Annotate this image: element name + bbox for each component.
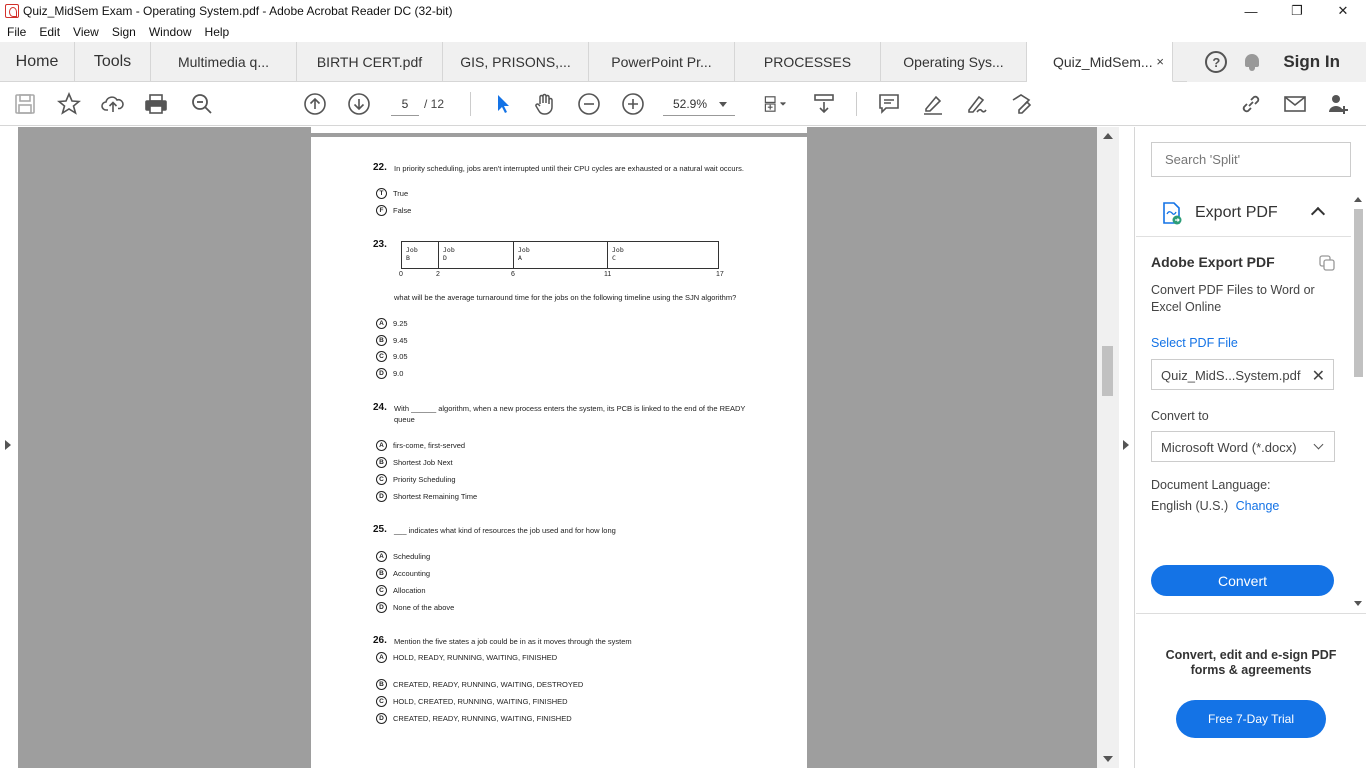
tab-doc-birth-cert[interactable]: BIRTH CERT.pdf [297,42,443,82]
option-key: C [376,351,387,362]
tab-bar [0,42,1366,82]
select-cursor-icon[interactable] [488,90,516,118]
tools-pane [1136,127,1366,768]
tab-label: Quiz_MidSem... [1053,53,1153,70]
gantt-job-b: Job B [402,242,439,268]
format-value: Microsoft Word (*.docx) [1161,440,1297,455]
option-text: Shortest Remaining Time [393,491,478,501]
tab-home[interactable]: Home [0,42,75,82]
answer-option [376,473,456,485]
question-text: Mention the five states a job could be in as it moves through the system [394,637,632,646]
tab-doc-processes[interactable]: PROCESSES [735,42,881,82]
option-key: B [376,679,387,690]
comment-icon[interactable] [875,90,903,118]
expand-left-icon [5,440,11,450]
option-key: D [376,491,387,502]
gantt-tick: 2 [436,271,440,278]
option-text: True [393,188,409,198]
divider [1136,613,1366,614]
zoom-level-select[interactable] [663,92,735,116]
toolbar-divider [470,92,471,116]
question-text: In priority scheduling, jobs aren't interrupted until their CPU cycles are exhausted or a natural wait occurs. [394,164,744,173]
answer-option [376,678,583,690]
document-language-value: English (U.S.) [1151,499,1229,513]
scroll-down-icon[interactable] [1103,756,1113,762]
option-key: A [376,551,387,562]
answer-option [376,334,408,346]
gantt-tick: 6 [511,271,515,278]
pdf-page [311,137,807,777]
tab-doc-powerpoint[interactable]: PowerPoint Pr... [589,42,735,82]
zoom-value: 52.9% [673,97,708,111]
zoom-out-icon[interactable] [575,90,603,118]
gantt-job-a: Job A [514,242,608,268]
option-text: 9.25 [393,318,408,328]
document-language-row [1151,499,1279,513]
question-number: 26. [373,635,387,646]
page-number-input[interactable]: 5 [391,92,419,116]
highlight-icon[interactable] [919,90,947,118]
adobe-export-title: Adobe Export PDF [1151,254,1275,270]
tab-doc-operating-sys[interactable]: Operating Sys... [881,42,1027,82]
minimize-button[interactable]: — [1244,3,1258,19]
fit-page-icon[interactable] [758,90,792,118]
document-view[interactable] [0,127,1120,768]
scrollbar-thumb[interactable] [1354,209,1363,377]
convert-to-label: Convert to [1151,409,1209,423]
gantt-tick: 0 [399,271,403,278]
option-text: 9.05 [393,351,408,361]
question-number: 25. [373,524,387,535]
hand-icon[interactable] [531,90,559,118]
answer-option [376,550,430,562]
scroll-down-icon[interactable] [1354,601,1362,606]
gantt-chart [401,241,719,269]
option-key: B [376,568,387,579]
export-pdf-label: Export PDF [1195,204,1278,221]
option-key: A [376,652,387,663]
answer-option [376,456,453,468]
option-text: HOLD, CREATED, RUNNING, WAITING, FINISHED [393,696,568,706]
option-key: C [376,474,387,485]
document-scrollbar[interactable] [1097,127,1119,768]
notification-bell-icon[interactable] [1243,52,1261,72]
option-text: Allocation [393,585,426,595]
gantt-job-d: Job D [439,242,514,268]
menu-file[interactable]: File [7,25,27,39]
tools-pane-scrollbar[interactable] [1351,193,1366,613]
option-text: firs-come, first-served [393,440,466,450]
menu-edit[interactable]: Edit [39,25,61,39]
answer-option [376,601,454,613]
chevron-down-icon [1314,440,1324,450]
question-number: 23. [373,239,387,250]
option-key: A [376,318,387,329]
edit-icon[interactable] [1007,90,1035,118]
menu-help[interactable]: Help [204,25,230,39]
tab-doc-gis-prisons[interactable]: GIS, PRISONS,... [443,42,589,82]
answer-option [376,695,568,707]
chevron-down-icon [719,102,727,107]
option-key: D [376,602,387,613]
document-language-label: Document Language: [1151,478,1271,492]
option-text: Scheduling [393,551,431,561]
menu-sign[interactable]: Sign [111,25,136,39]
email-icon[interactable] [1281,90,1309,118]
option-text: CREATED, READY, RUNNING, WAITING, DESTROYED [393,679,584,689]
promo-text: Convert, edit and e-sign PDF forms & agreements [1165,648,1337,677]
page-total-label: / 12 [424,97,445,111]
answer-option [376,567,430,579]
option-key: B [376,457,387,468]
left-pane-toggle[interactable] [0,127,18,768]
window-title: Quiz_MidSem Exam - Operating System.pdf - Adobe Acrobat Reader DC (32-bit) [23,4,453,18]
menu-bar [0,22,1366,42]
answer-option [376,584,426,596]
menu-view[interactable]: View [73,25,99,39]
chevron-up-icon[interactable] [1311,207,1325,221]
save-icon[interactable] [11,90,39,118]
bookmark-star-icon[interactable] [55,90,83,118]
answer-option [376,712,572,724]
option-key: C [376,585,387,596]
remove-file-icon[interactable]: ✕ [1311,368,1325,385]
question-text: ___ indicates what kind of resources the job used and for how long [394,526,616,535]
copy-info-icon[interactable] [1319,255,1335,271]
export-pdf-icon [1162,201,1182,225]
option-text: Priority Scheduling [393,474,456,484]
select-pdf-file-link[interactable]: Select PDF File [1151,336,1238,350]
title-bar [0,0,1366,22]
scrollbar-thumb[interactable] [1102,346,1113,396]
convert-button[interactable]: Convert [1151,565,1334,596]
option-key: D [376,368,387,379]
question-text: With ______ algorithm, when a new process enters the system, its PCB is linked to the end of the READY queue [394,404,746,424]
option-key: T [376,188,387,199]
option-text: None of the above [393,602,455,612]
answer-option [376,367,403,379]
close-window-button[interactable]: ✕ [1337,3,1349,18]
option-text: False [393,205,412,215]
option-text: 9.45 [393,335,408,345]
option-key: F [376,205,387,216]
help-icon[interactable]: ? [1205,51,1227,73]
share-link-icon[interactable] [1237,90,1265,118]
free-trial-button[interactable]: Free 7-Day Trial [1176,700,1326,738]
gantt-tick: 17 [716,271,724,278]
sign-in-button[interactable]: Sign In [1283,52,1340,71]
toolbar [0,82,1366,126]
add-user-icon[interactable] [1324,90,1352,118]
adobe-export-description: Convert PDF Files to Word or Excel Online [1151,283,1315,314]
tools-search-input[interactable]: Search 'Split' [1151,142,1351,177]
right-pane-toggle[interactable] [1119,127,1135,768]
toolbar-divider [856,92,857,116]
print-icon[interactable] [142,90,170,118]
page-down-icon[interactable] [345,90,373,118]
zoom-in-icon[interactable] [619,90,647,118]
answer-option [376,317,408,329]
question-number: 24. [373,402,387,413]
option-text: HOLD, READY, RUNNING, WAITING, FINISHED [393,652,558,662]
answer-option [376,187,408,199]
option-key: A [376,440,387,451]
tab-doc-multimedia[interactable]: Multimedia q... [151,42,297,82]
answer-option [376,439,465,451]
close-tab-icon[interactable]: × [1156,54,1164,69]
format-select[interactable] [1151,431,1335,462]
find-zoom-icon[interactable] [188,90,216,118]
option-text: Accounting [393,568,431,578]
window-controls [1228,0,1366,22]
option-key: D [376,713,387,724]
selected-file-field[interactable] [1151,359,1334,390]
option-key: C [376,696,387,707]
gantt-tick: 11 [604,271,612,278]
previous-page-edge [311,127,807,133]
tab-tools[interactable]: Tools [75,42,151,82]
question-text: what will be the average turnaround time for the jobs on the following timeline using the SJN algorithm? [394,293,737,302]
change-language-link[interactable]: Change [1235,499,1280,513]
page-up-icon[interactable] [301,90,329,118]
menu-window[interactable]: Window [148,25,192,39]
acrobat-app-icon [5,4,19,18]
answer-option [376,204,411,216]
option-text: Shortest Job Next [393,457,453,467]
scroll-up-icon[interactable] [1103,133,1113,139]
selected-file-name: Quiz_MidS...System.pdf [1161,368,1301,383]
collapse-right-icon [1123,440,1129,450]
answer-option [376,651,557,663]
tab-doc-quiz-midsem[interactable] [1027,42,1173,82]
gantt-job-c: Job C [612,246,624,262]
answer-option [376,490,477,502]
upload-cloud-icon[interactable] [99,90,127,118]
answer-option [376,350,408,362]
option-text: 9.0 [393,368,404,378]
export-pdf-header[interactable] [1136,189,1351,237]
scroll-mode-icon[interactable] [810,90,838,118]
tab-bar-actions [1187,42,1366,82]
option-key: B [376,335,387,346]
sign-icon[interactable] [963,90,991,118]
question-number: 22. [373,162,387,173]
restore-button[interactable]: ❐ [1291,3,1303,18]
option-text: CREATED, READY, RUNNING, WAITING, FINISHED [393,713,572,723]
scroll-up-icon[interactable] [1354,197,1362,202]
